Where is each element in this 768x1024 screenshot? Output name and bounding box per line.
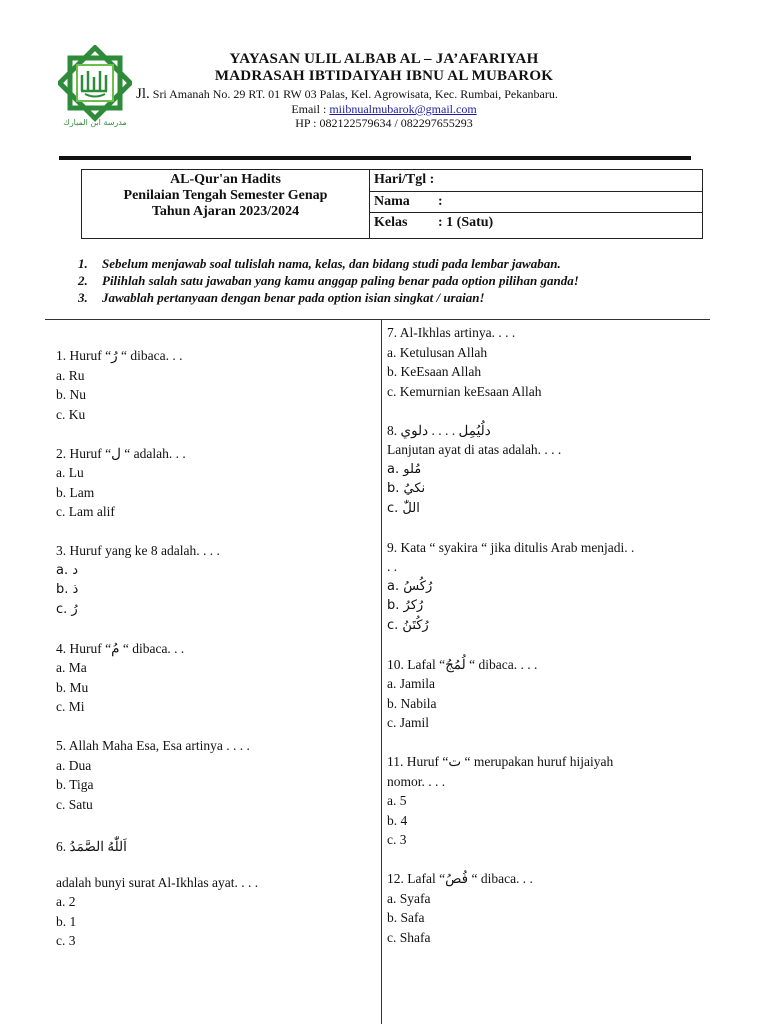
section-divider bbox=[45, 319, 710, 320]
exam-title-cell bbox=[82, 170, 370, 239]
option-a[interactable]: a. Ma bbox=[56, 660, 87, 675]
instruction-item bbox=[78, 272, 718, 289]
option-b[interactable]: b. 1 bbox=[56, 913, 77, 929]
option-a[interactable]: a. 2 bbox=[56, 894, 76, 909]
option-b[interactable]: b. رُكرُ bbox=[387, 598, 424, 613]
option-b[interactable]: b. Lam bbox=[56, 484, 95, 500]
option-c[interactable]: c. اللّٰ bbox=[387, 500, 420, 516]
exam-title: Penilaian Tengah Semester Genap bbox=[123, 188, 328, 203]
instruction-num: 2. bbox=[78, 273, 88, 288]
option-a[interactable]: a. Ru bbox=[56, 367, 85, 383]
option-b[interactable]: b. Nu bbox=[56, 387, 86, 402]
class-value: : 1 (Satu) bbox=[438, 215, 494, 231]
instruction-num: 3. bbox=[78, 290, 88, 305]
question-9-cont: . . bbox=[387, 559, 398, 574]
option-b[interactable]: b. Mu bbox=[56, 679, 89, 695]
option-b[interactable]: b. Nabila bbox=[387, 695, 437, 711]
question-10: 10. Lafal “لُمُجُ “ dibaca. . . . bbox=[387, 656, 538, 672]
question-1: 1. Huruf “رُ “ dibaca. . . bbox=[56, 348, 183, 363]
date-field[interactable] bbox=[370, 170, 703, 192]
option-c[interactable]: c. رُكُتَنُ bbox=[387, 617, 429, 633]
option-b[interactable]: b. 4 bbox=[387, 812, 408, 828]
foundation-name: YAYASAN ULIL ALBAB AL – JA’AFARIYAH bbox=[229, 51, 539, 67]
question-9: 9. Kata “ syakira “ jika ditulis Arab menjadi. . bbox=[387, 539, 635, 555]
class-label: Kelas bbox=[374, 215, 408, 231]
question-11-cont: nomor. . . . bbox=[387, 773, 446, 789]
instructions-list bbox=[78, 255, 718, 306]
instruction-text: Sebelum menjawab soal tulislah nama, kelas, dan bidang studi pada lembar jawaban. bbox=[102, 256, 561, 271]
right-question-column bbox=[387, 323, 707, 947]
option-c[interactable]: c. Lam alif bbox=[56, 504, 115, 519]
option-b[interactable]: b. ذ bbox=[56, 582, 79, 597]
option-c[interactable]: c. 3 bbox=[56, 933, 76, 948]
question-2: 2. Huruf “ل “ adalah. . . bbox=[56, 445, 186, 461]
address-prefix: Jl. bbox=[136, 86, 150, 102]
option-a[interactable]: a. رُكُسُ bbox=[387, 578, 433, 594]
option-a[interactable]: a. مُلو bbox=[387, 461, 422, 477]
question-12: 12. Lafal “فُصُ “ dibaca. . . bbox=[387, 871, 533, 886]
option-a[interactable]: a. 5 bbox=[387, 793, 407, 808]
header-divider bbox=[59, 156, 691, 160]
option-c[interactable]: c. Satu bbox=[56, 796, 93, 812]
option-c[interactable]: c. Ku bbox=[56, 406, 86, 422]
instruction-item bbox=[78, 289, 718, 306]
class-field bbox=[370, 213, 703, 239]
left-question-column bbox=[56, 346, 376, 951]
option-c[interactable]: c. Mi bbox=[56, 699, 85, 714]
name-sep: : bbox=[438, 193, 443, 209]
email-link[interactable]: miibnualmubarok@gmail.com bbox=[329, 102, 477, 116]
option-a[interactable]: a. د bbox=[56, 562, 79, 578]
option-a[interactable]: a. Syafa bbox=[387, 890, 431, 906]
logo-text: مدرسة ابن المبارك bbox=[63, 118, 127, 127]
question-6: 6. اَللّٰهُ الصَّمَدُ bbox=[56, 838, 127, 854]
name-label: Nama bbox=[374, 193, 410, 209]
option-b[interactable]: b. نكيُ bbox=[387, 481, 426, 496]
option-b[interactable]: b. Tiga bbox=[56, 777, 94, 792]
column-divider bbox=[381, 319, 382, 1024]
option-b[interactable]: b. KeEsaan Allah bbox=[387, 364, 482, 379]
email-label: Email : bbox=[291, 102, 327, 116]
question-8: 8. دلُيُمِل . . . . دلوي bbox=[387, 422, 491, 438]
exam-info-table bbox=[81, 169, 703, 239]
option-a[interactable]: a. Lu bbox=[56, 465, 84, 480]
question-11: 11. Huruf “ت “ merupakan huruf hijaiyah bbox=[387, 754, 614, 769]
question-8-text: Lanjutan ayat di atas adalah. . . . bbox=[387, 442, 562, 457]
question-5: 5. Allah Maha Esa, Esa artinya . . . . bbox=[56, 738, 250, 753]
email-line bbox=[0, 102, 768, 117]
instruction-num: 1. bbox=[78, 256, 88, 271]
question-7: 7. Al-Ikhlas artinya. . . . bbox=[387, 325, 516, 340]
question-6-text: adalah bunyi surat Al-Ikhlas ayat. . . . bbox=[56, 874, 259, 890]
option-c[interactable]: c. Shafa bbox=[387, 929, 431, 945]
option-c[interactable]: c. 3 bbox=[387, 832, 407, 847]
option-a[interactable]: a. Jamila bbox=[387, 676, 435, 691]
date-label: Hari/Tgl : bbox=[374, 172, 435, 187]
option-a[interactable]: a. Ketulusan Allah bbox=[387, 344, 488, 360]
school-name: MADRASAH IBTIDAIYAH IBNU AL MUBAROK bbox=[214, 68, 554, 84]
option-c[interactable]: c. Kemurnian keEsaan Allah bbox=[387, 383, 542, 399]
option-c[interactable]: c. رُ bbox=[56, 601, 78, 617]
question-4: 4. Huruf “مُ “ dibaca. . . bbox=[56, 640, 185, 656]
academic-year: Tahun Ajaran 2023/2024 bbox=[151, 204, 300, 219]
instruction-item bbox=[78, 255, 718, 272]
name-field[interactable] bbox=[370, 191, 703, 213]
subject-title: AL-Qur'an Hadits bbox=[170, 172, 281, 187]
address-text: Sri Amanah No. 29 RT. 01 RW 03 Palas, Kel. Agrowisata, Kec. Rumbai, Pekanbaru. bbox=[152, 87, 558, 101]
option-b[interactable]: b. Safa bbox=[387, 910, 425, 925]
option-c[interactable]: c. Jamil bbox=[387, 715, 429, 730]
phone-line: HP : 082122579634 / 082297655293 bbox=[295, 116, 473, 130]
instruction-text: Jawablah pertanyaan dengan benar pada option isian singkat / uraian! bbox=[102, 290, 485, 305]
question-3: 3. Huruf yang ke 8 adalah. . . . bbox=[56, 543, 220, 558]
instruction-text: Pilihlah salah satu jawaban yang kamu anggap paling benar pada option pilihan ganda! bbox=[102, 273, 579, 288]
option-a[interactable]: a. Dua bbox=[56, 757, 92, 773]
school-address bbox=[136, 86, 558, 103]
